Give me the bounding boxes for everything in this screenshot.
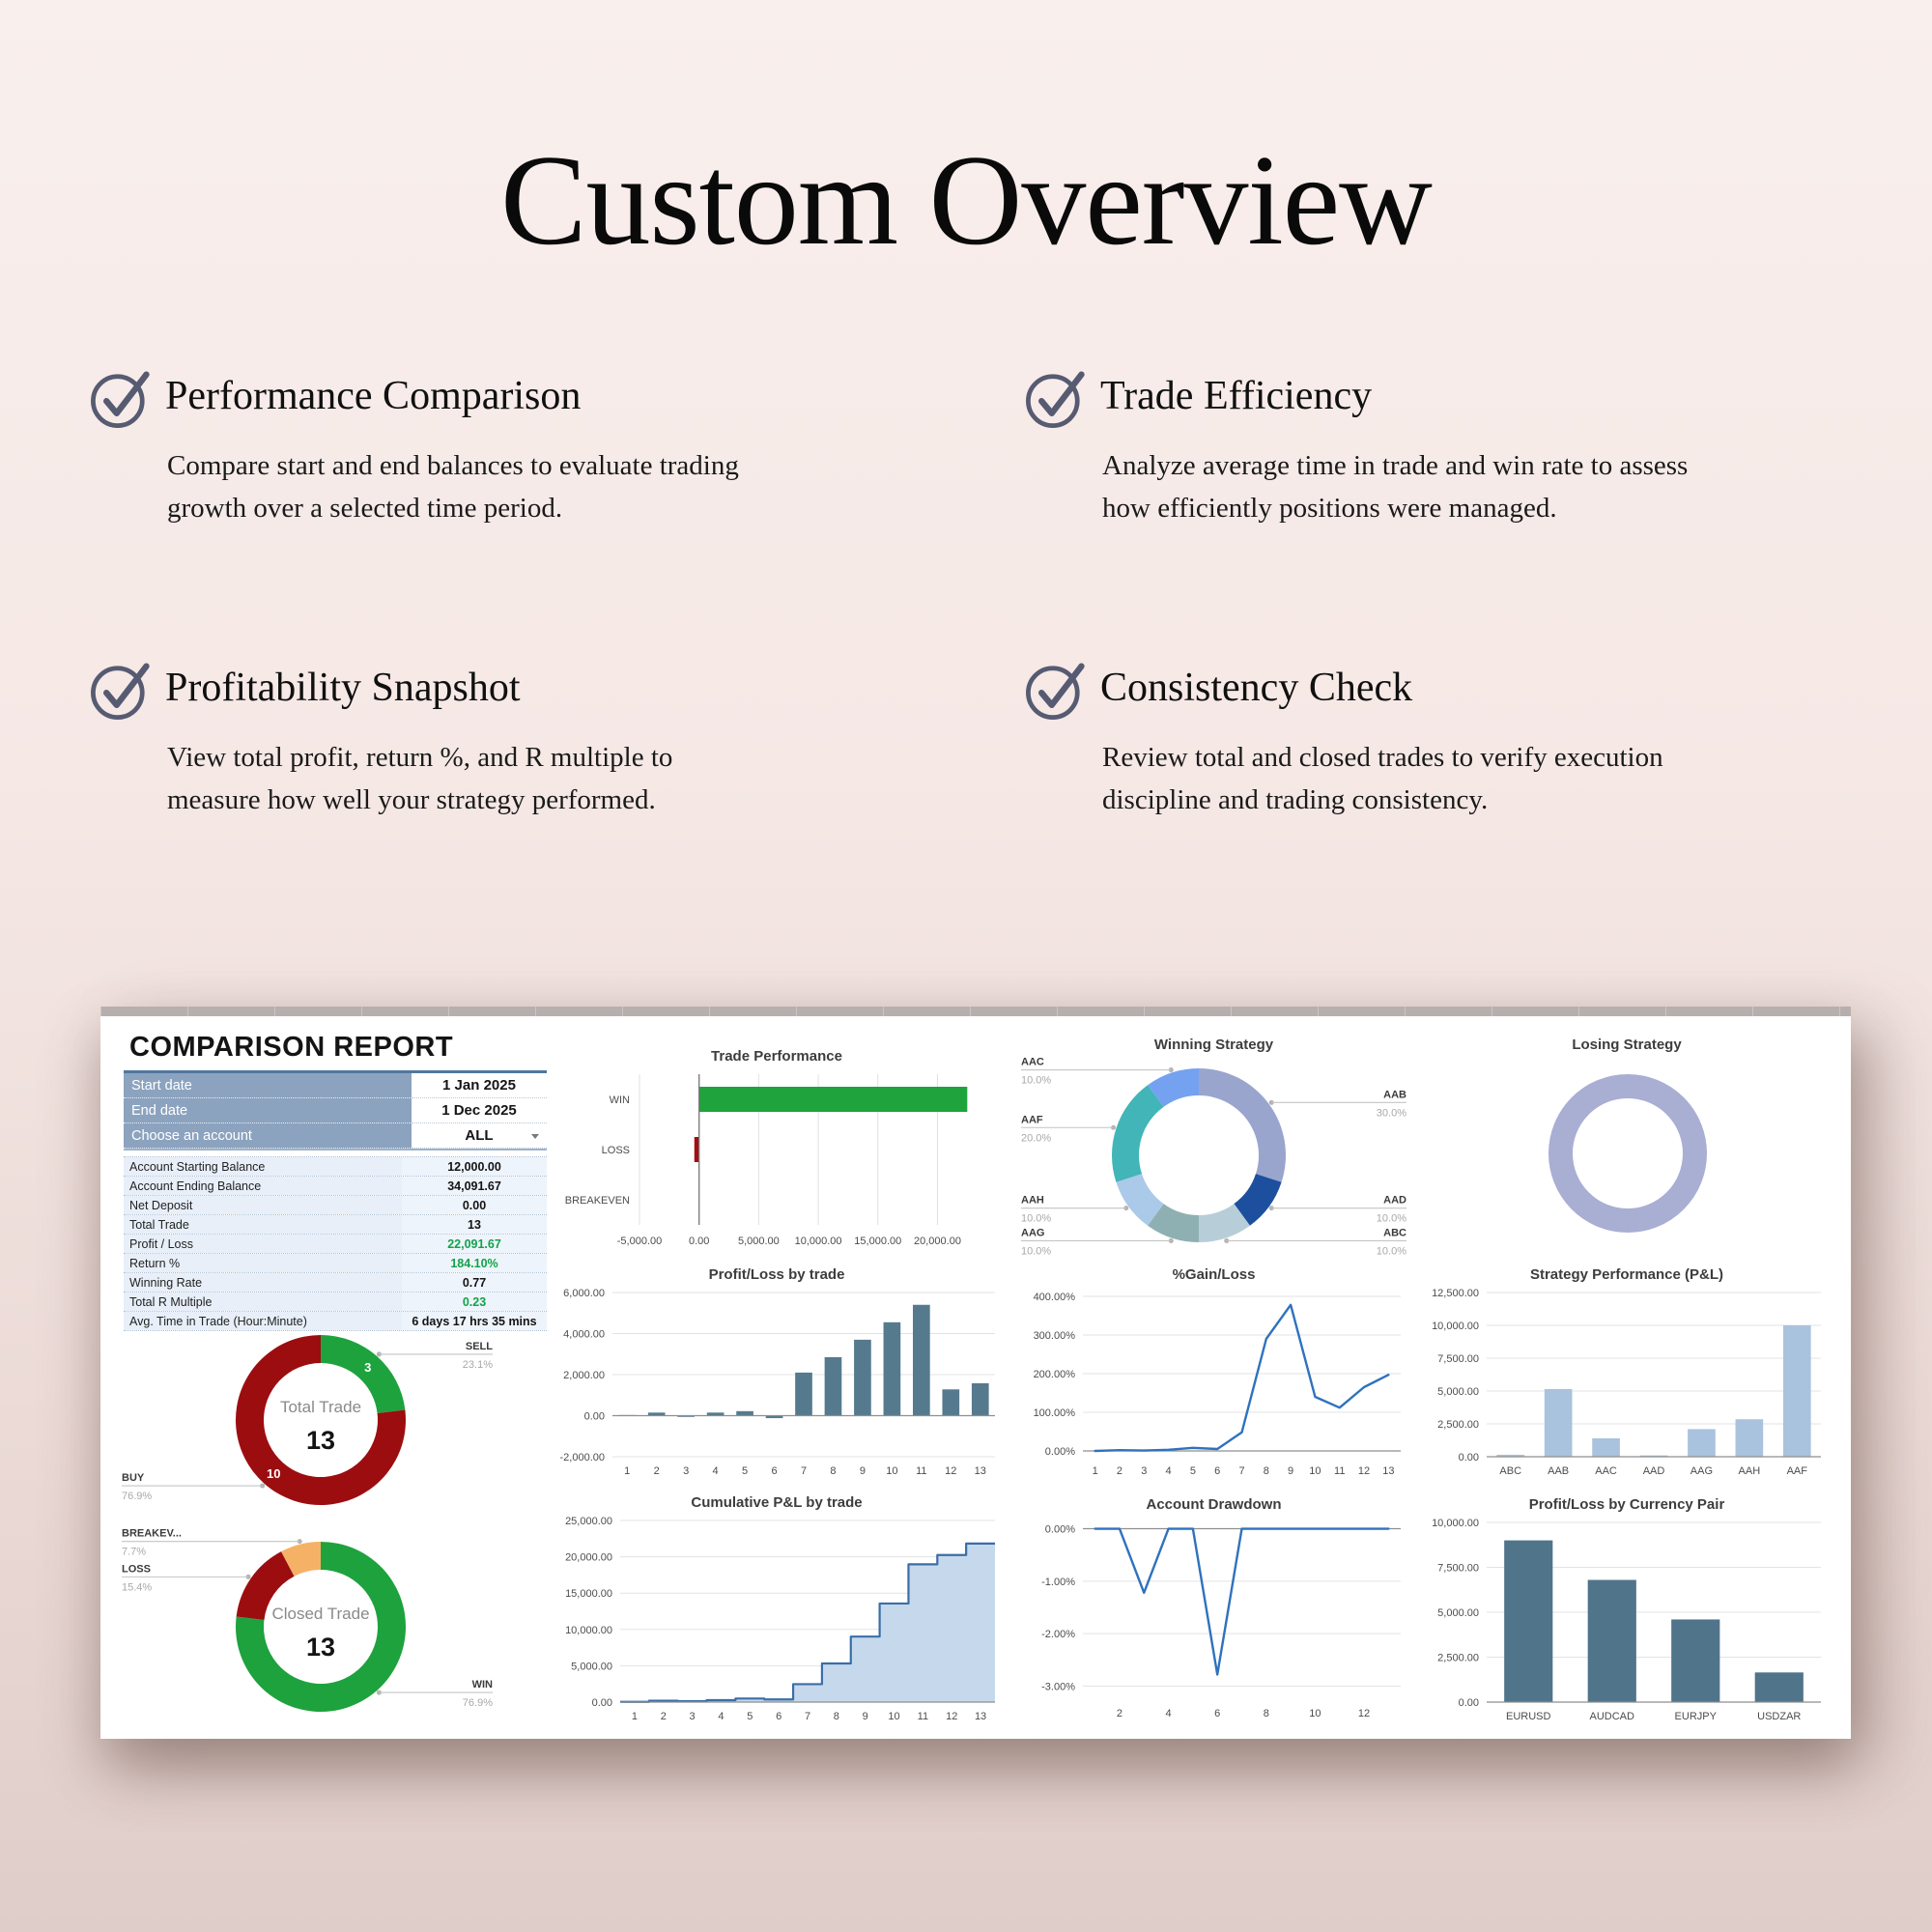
svg-text:10: 10 — [886, 1465, 898, 1477]
svg-text:2: 2 — [653, 1465, 660, 1477]
feature-title: Consistency Check — [1100, 666, 1413, 710]
svg-text:76.9%: 76.9% — [122, 1491, 153, 1503]
svg-text:AAD: AAD — [1383, 1194, 1406, 1207]
svg-text:13: 13 — [1382, 1465, 1395, 1477]
svg-text:10: 10 — [266, 1465, 281, 1481]
feature-profitability-snapshot — [92, 665, 758, 821]
chart-total-trade-donut — [114, 1328, 500, 1517]
filter-row-end-date — [124, 1098, 547, 1123]
metric-label: Total R Multiple — [124, 1293, 402, 1311]
svg-text:20.0%: 20.0% — [1021, 1132, 1052, 1145]
svg-text:Closed Trade: Closed Trade — [271, 1605, 370, 1623]
svg-text:4: 4 — [1165, 1708, 1172, 1719]
svg-text:1: 1 — [624, 1465, 631, 1477]
feature-description: View total profit, return %, and R multiple to measure how well your strategy performed. — [167, 742, 673, 816]
feature-title: Trade Efficiency — [1100, 374, 1373, 418]
metric-label: Net Deposit — [124, 1196, 402, 1214]
metric-label: Account Ending Balance — [124, 1177, 402, 1195]
svg-text:2: 2 — [660, 1711, 667, 1722]
checkmark-circle-icon — [1021, 655, 1091, 724]
chart-cumulative-pl-by-trade — [545, 1488, 1009, 1729]
report-title: COMPARISON REPORT — [129, 1032, 454, 1063]
metric-row — [124, 1177, 547, 1196]
svg-text:0.00: 0.00 — [591, 1697, 612, 1709]
svg-text:2: 2 — [1116, 1465, 1123, 1477]
checkmark-circle-icon — [86, 363, 156, 433]
metric-value: 0.00 — [402, 1196, 547, 1214]
account-dropdown-value: ALL — [465, 1127, 494, 1144]
svg-text:Strategy Performance (P&L): Strategy Performance (P&L) — [1529, 1266, 1724, 1283]
checkmark-circle-icon — [1021, 363, 1091, 433]
svg-text:BREAKEVEN: BREAKEVEN — [564, 1195, 630, 1207]
svg-text:Trade Performance: Trade Performance — [711, 1048, 842, 1065]
svg-text:Total Trade: Total Trade — [279, 1398, 362, 1416]
metric-label: Winning Rate — [124, 1273, 402, 1292]
metric-row — [124, 1196, 547, 1215]
feature-trade-efficiency — [1027, 373, 1693, 529]
metric-value: 6 days 17 hrs 35 mins — [402, 1312, 547, 1330]
svg-text:20,000.00: 20,000.00 — [914, 1236, 961, 1247]
svg-text:2,500.00: 2,500.00 — [1437, 1652, 1479, 1664]
svg-text:8: 8 — [1263, 1708, 1269, 1719]
svg-text:300.00%: 300.00% — [1033, 1330, 1075, 1342]
svg-text:10.0%: 10.0% — [1376, 1245, 1406, 1257]
start-date-field[interactable]: 1 Jan 2025 — [412, 1073, 547, 1098]
svg-text:8: 8 — [830, 1465, 837, 1477]
svg-text:-1.00%: -1.00% — [1041, 1576, 1075, 1588]
svg-text:10: 10 — [1309, 1465, 1321, 1477]
svg-text:2,000.00: 2,000.00 — [563, 1370, 605, 1381]
svg-text:5,000.00: 5,000.00 — [1437, 1607, 1479, 1619]
svg-text:3: 3 — [364, 1360, 372, 1376]
metric-value: 12,000.00 — [402, 1157, 547, 1176]
svg-text:Account Drawdown: Account Drawdown — [1146, 1496, 1282, 1513]
svg-text:10.0%: 10.0% — [1021, 1245, 1052, 1257]
chevron-down-icon[interactable] — [531, 1134, 539, 1139]
svg-text:7: 7 — [800, 1465, 808, 1477]
svg-text:5: 5 — [1189, 1465, 1196, 1477]
chart-losing-strategy-donut — [1419, 1030, 1834, 1257]
metric-row — [124, 1157, 547, 1177]
svg-text:LOSS: LOSS — [601, 1145, 630, 1156]
report-filter-table — [124, 1070, 547, 1151]
svg-text:6: 6 — [1214, 1708, 1221, 1719]
svg-text:7: 7 — [804, 1711, 811, 1722]
svg-text:10,000.00: 10,000.00 — [1432, 1321, 1479, 1332]
feature-title: Performance Comparison — [165, 374, 582, 418]
svg-text:10,000.00: 10,000.00 — [1432, 1518, 1479, 1529]
svg-text:%Gain/Loss: %Gain/Loss — [1172, 1266, 1256, 1283]
svg-text:AAF: AAF — [1786, 1465, 1807, 1477]
metric-label: Profit / Loss — [124, 1235, 402, 1253]
svg-text:WIN: WIN — [609, 1094, 630, 1106]
svg-text:AUDCAD: AUDCAD — [1589, 1711, 1634, 1722]
svg-text:AAB: AAB — [1548, 1465, 1570, 1477]
metric-value: 0.23 — [402, 1293, 547, 1311]
feature-performance-comparison — [92, 373, 758, 529]
svg-text:2,500.00: 2,500.00 — [1437, 1419, 1479, 1431]
svg-text:7,500.00: 7,500.00 — [1437, 1562, 1479, 1575]
svg-text:0.00%: 0.00% — [1044, 1446, 1075, 1458]
svg-text:23.1%: 23.1% — [462, 1358, 493, 1371]
svg-text:AAB: AAB — [1383, 1089, 1406, 1101]
svg-text:4: 4 — [1165, 1465, 1172, 1477]
svg-text:AAC: AAC — [1595, 1465, 1617, 1477]
svg-text:5,000.00: 5,000.00 — [737, 1236, 780, 1247]
svg-text:AAG: AAG — [1690, 1465, 1714, 1477]
svg-text:6: 6 — [771, 1465, 778, 1477]
svg-text:Cumulative P&L by trade: Cumulative P&L by trade — [691, 1494, 863, 1511]
svg-text:200.00%: 200.00% — [1033, 1369, 1075, 1380]
svg-text:11: 11 — [917, 1711, 929, 1722]
metric-label: Account Starting Balance — [124, 1157, 402, 1176]
feature-consistency-check — [1027, 665, 1693, 821]
svg-text:Losing Strategy: Losing Strategy — [1572, 1037, 1682, 1053]
svg-text:100.00%: 100.00% — [1033, 1407, 1075, 1419]
svg-text:10,000.00: 10,000.00 — [565, 1624, 612, 1636]
svg-text:WIN: WIN — [471, 1679, 493, 1691]
svg-text:11: 11 — [916, 1465, 927, 1477]
svg-text:6: 6 — [1214, 1465, 1221, 1477]
svg-text:AAH: AAH — [1021, 1194, 1044, 1207]
svg-text:5: 5 — [742, 1465, 749, 1477]
svg-text:0.00: 0.00 — [688, 1236, 710, 1247]
svg-text:10,000.00: 10,000.00 — [794, 1236, 842, 1247]
svg-text:0.00: 0.00 — [583, 1410, 605, 1423]
filter-row-start-date — [124, 1073, 547, 1098]
svg-text:76.9%: 76.9% — [462, 1697, 493, 1710]
metric-row — [124, 1273, 547, 1293]
svg-text:ABC: ABC — [1499, 1465, 1522, 1477]
svg-text:2: 2 — [1116, 1708, 1123, 1719]
svg-text:BUY: BUY — [122, 1472, 145, 1485]
svg-text:-3.00%: -3.00% — [1041, 1681, 1075, 1693]
filter-label: Start date — [124, 1073, 412, 1098]
svg-text:13: 13 — [974, 1711, 987, 1722]
svg-text:AAG: AAG — [1021, 1227, 1045, 1239]
svg-text:12: 12 — [946, 1711, 958, 1722]
metric-row — [124, 1254, 547, 1273]
svg-text:10.0%: 10.0% — [1376, 1212, 1406, 1225]
svg-text:10.0%: 10.0% — [1021, 1074, 1052, 1087]
feature-description: Compare start and end balances to evaluate trading growth over a selected time period. — [167, 450, 739, 525]
filter-label: Choose an account — [124, 1123, 412, 1149]
svg-text:0.00: 0.00 — [1458, 1697, 1479, 1709]
svg-text:11: 11 — [1334, 1465, 1346, 1477]
metric-value: 184.10% — [402, 1254, 547, 1272]
svg-text:20,000.00: 20,000.00 — [565, 1551, 612, 1564]
metric-row — [124, 1293, 547, 1312]
svg-text:30.0%: 30.0% — [1376, 1107, 1406, 1120]
svg-text:10: 10 — [888, 1711, 900, 1722]
metric-value: 22,091.67 — [402, 1235, 547, 1253]
svg-text:400.00%: 400.00% — [1033, 1292, 1075, 1303]
chart-strategy-performance — [1419, 1260, 1834, 1484]
svg-text:AAC: AAC — [1021, 1056, 1044, 1068]
svg-text:AAF: AAF — [1021, 1114, 1043, 1126]
svg-text:EURJPY: EURJPY — [1674, 1711, 1717, 1722]
svg-text:7.7%: 7.7% — [122, 1546, 147, 1558]
page-title: Custom Overview — [500, 128, 1432, 271]
feature-description: Review total and closed trades to verify execution discipline and trading consistency. — [1102, 742, 1663, 816]
svg-text:AAD: AAD — [1642, 1465, 1665, 1477]
chart-profit-loss-by-trade — [545, 1260, 1009, 1484]
svg-text:1: 1 — [631, 1711, 638, 1722]
metric-label: Avg. Time in Trade (Hour:Minute) — [124, 1312, 402, 1330]
svg-text:1: 1 — [1092, 1465, 1098, 1477]
comparison-report-card — [100, 1007, 1851, 1739]
svg-text:4: 4 — [718, 1711, 724, 1722]
metric-value: 13 — [402, 1215, 547, 1234]
svg-text:Profit/Loss by trade: Profit/Loss by trade — [708, 1266, 845, 1283]
svg-text:Profit/Loss by Currency Pair: Profit/Loss by Currency Pair — [1528, 1496, 1725, 1513]
svg-text:3: 3 — [683, 1465, 690, 1477]
svg-text:SELL: SELL — [465, 1340, 493, 1352]
account-metrics-table — [124, 1156, 547, 1331]
svg-text:9: 9 — [862, 1711, 868, 1722]
svg-text:3: 3 — [689, 1711, 696, 1722]
svg-text:13: 13 — [305, 1426, 336, 1455]
svg-text:0.00: 0.00 — [1458, 1452, 1479, 1463]
svg-text:4: 4 — [712, 1465, 719, 1477]
end-date-field[interactable]: 1 Dec 2025 — [412, 1098, 547, 1123]
svg-text:9: 9 — [1288, 1465, 1294, 1477]
chart-gain-loss — [1013, 1260, 1414, 1484]
svg-text:25,000.00: 25,000.00 — [565, 1516, 612, 1527]
svg-text:10.0%: 10.0% — [1021, 1212, 1052, 1225]
svg-text:-2.00%: -2.00% — [1041, 1629, 1075, 1641]
svg-text:USDZAR: USDZAR — [1757, 1711, 1802, 1722]
metric-row — [124, 1215, 547, 1235]
metric-label: Return % — [124, 1254, 402, 1272]
svg-text:13: 13 — [305, 1633, 336, 1662]
svg-text:BREAKEV...: BREAKEV... — [122, 1527, 182, 1540]
feature-title: Profitability Snapshot — [165, 666, 521, 710]
feature-description: Analyze average time in trade and win rate to assess how efficiently positions were managed. — [1102, 450, 1689, 525]
svg-text:4,000.00: 4,000.00 — [563, 1328, 605, 1341]
svg-text:3: 3 — [1141, 1465, 1148, 1477]
account-dropdown[interactable] — [412, 1123, 547, 1149]
svg-text:12,500.00: 12,500.00 — [1432, 1288, 1479, 1299]
svg-text:10: 10 — [1309, 1708, 1321, 1719]
spreadsheet-edge-strip — [100, 1007, 1851, 1016]
svg-text:LOSS: LOSS — [122, 1563, 151, 1576]
metric-label: Total Trade — [124, 1215, 402, 1234]
filter-row-account — [124, 1123, 547, 1149]
svg-text:15.4%: 15.4% — [122, 1581, 153, 1594]
chart-profit-loss-by-currency-pair — [1419, 1490, 1834, 1729]
svg-text:ABC: ABC — [1383, 1227, 1406, 1239]
svg-text:-2,000.00: -2,000.00 — [559, 1452, 605, 1463]
checkmark-circle-icon — [86, 655, 156, 724]
metric-value: 34,091.67 — [402, 1177, 547, 1195]
svg-text:5,000.00: 5,000.00 — [571, 1661, 612, 1673]
svg-text:12: 12 — [945, 1465, 957, 1477]
svg-text:-5,000.00: -5,000.00 — [616, 1236, 663, 1247]
svg-text:AAH: AAH — [1738, 1465, 1761, 1477]
svg-text:6,000.00: 6,000.00 — [563, 1288, 605, 1299]
svg-text:9: 9 — [859, 1465, 866, 1477]
chart-trade-performance — [545, 1041, 1009, 1256]
metric-row — [124, 1235, 547, 1254]
svg-text:15,000.00: 15,000.00 — [565, 1588, 612, 1601]
svg-text:8: 8 — [833, 1711, 839, 1722]
svg-text:13: 13 — [974, 1465, 986, 1477]
svg-text:EURUSD: EURUSD — [1506, 1711, 1551, 1722]
svg-text:7,500.00: 7,500.00 — [1437, 1353, 1479, 1365]
svg-text:Winning Strategy: Winning Strategy — [1153, 1037, 1274, 1053]
filter-label: End date — [124, 1098, 412, 1123]
svg-text:7: 7 — [1238, 1465, 1245, 1477]
svg-text:12: 12 — [1357, 1708, 1371, 1719]
svg-text:12: 12 — [1357, 1465, 1371, 1477]
chart-winning-strategy-donut — [1013, 1030, 1414, 1257]
svg-text:8: 8 — [1263, 1465, 1269, 1477]
svg-text:0.00%: 0.00% — [1044, 1523, 1075, 1536]
svg-text:6: 6 — [776, 1711, 782, 1722]
chart-closed-trade-donut — [114, 1517, 500, 1727]
svg-text:5: 5 — [747, 1711, 753, 1722]
metric-value: 0.77 — [402, 1273, 547, 1292]
chart-account-drawdown — [1013, 1490, 1414, 1726]
svg-text:5,000.00: 5,000.00 — [1437, 1386, 1479, 1398]
svg-text:15,000.00: 15,000.00 — [854, 1236, 902, 1247]
